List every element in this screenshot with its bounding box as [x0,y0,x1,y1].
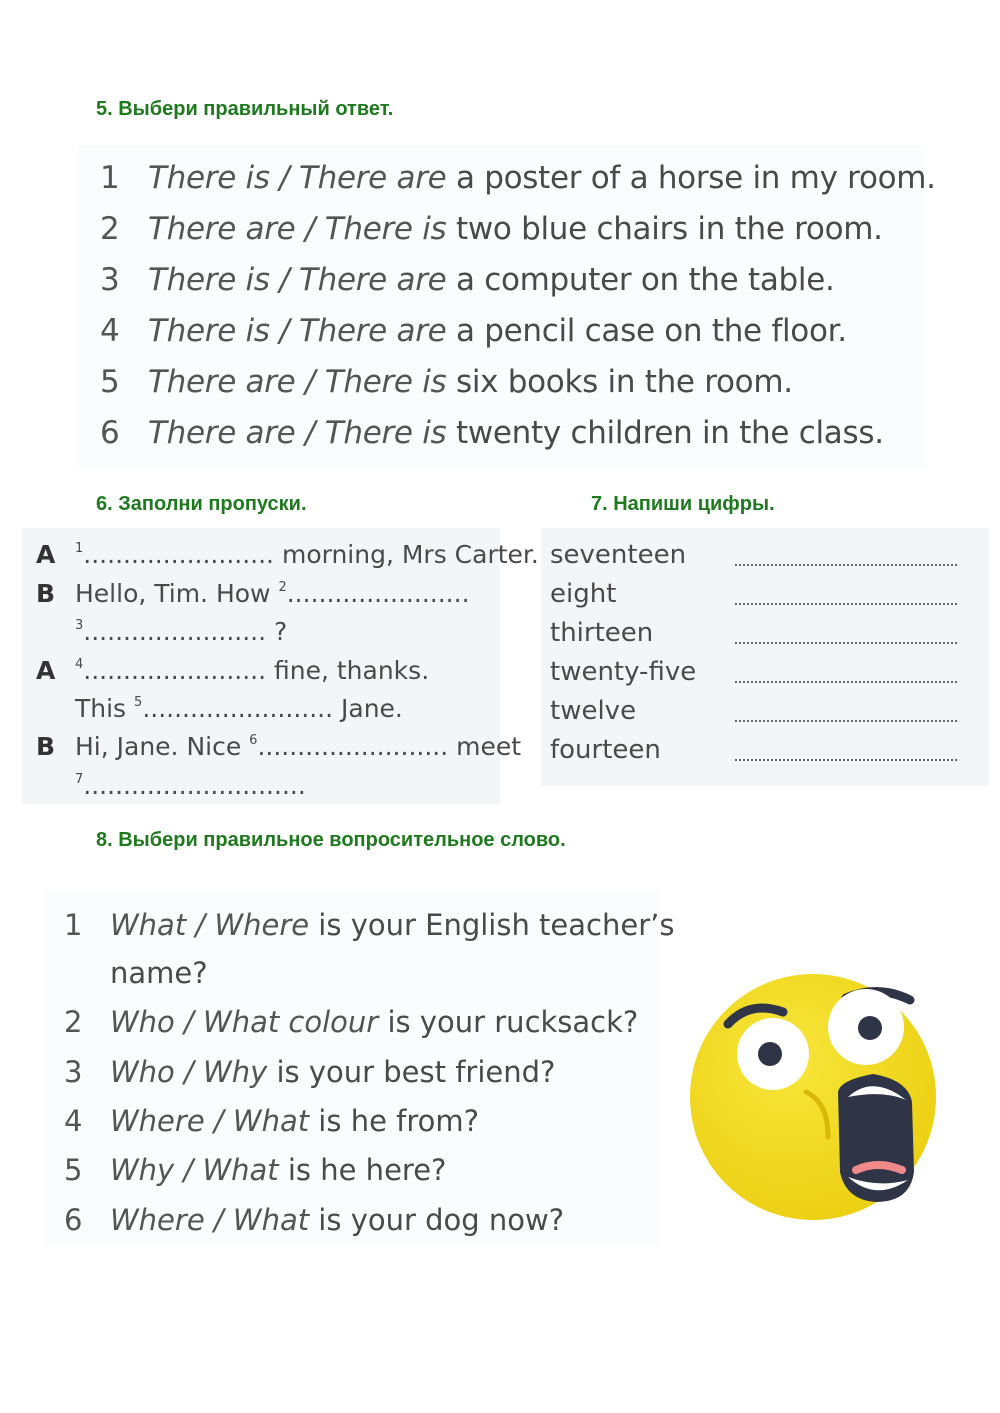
exercise-6-heading: 6. Заполни пропуски. [96,493,307,515]
shocked-face-icon [688,972,938,1222]
sentence-rest: six books in the room. [446,364,793,400]
question-row [64,1055,555,1089]
gap-number: 5 [134,695,143,710]
sentence-row [100,160,936,196]
sentence-rest: is your dog now? [309,1203,565,1237]
line-text: ? [266,617,288,646]
option-a: Where [110,1203,205,1237]
item-number: 5 [64,1153,83,1187]
line-text: morning, Mrs Carter. [274,540,539,569]
option-a: Where [110,1104,205,1138]
speaker-label: A [36,656,56,685]
option-separator: / [269,160,299,196]
item-number: 3 [100,262,120,298]
answer-line [735,564,957,566]
option-separator: / [295,415,325,451]
option-separator: / [186,908,215,942]
option-a: Who [110,1055,175,1089]
sentence-row [100,415,884,451]
line-text: fine, thanks. [266,656,430,685]
option-b: What colour [203,1005,379,1039]
option-separator: / [295,211,325,247]
question-row [64,1203,564,1237]
option-b: What [202,1153,279,1187]
sentence-rest: is your best friend? [267,1055,556,1089]
dialogue-line [75,579,470,608]
sentence-rest: two blue chairs in the room. [446,211,883,247]
question-row [64,956,208,990]
sentence-row [100,211,883,247]
sentence-rest: is your rucksack? [378,1005,639,1039]
item-number: 4 [64,1104,83,1138]
option-separator: / [204,1104,233,1138]
item-number: 5 [100,364,120,400]
blank-gap: ........................ [83,540,275,569]
sentence-row [100,262,835,298]
question-row [64,1005,638,1039]
sentence-rest: a pencil case on the floor. [446,313,847,349]
sentence-row [100,313,847,349]
answer-line [735,642,957,644]
gap-number: 4 [75,657,84,672]
dialogue-line [75,732,521,761]
line-text: Jane. [333,694,403,723]
option-a: Who [110,1005,175,1039]
blank-gap: ....................... [83,617,267,646]
speaker-label: B [36,579,56,608]
number-word: twenty-five [550,657,697,687]
option-b: Where [214,908,310,942]
option-a: There is [148,262,270,298]
option-b: There are [298,262,447,298]
option-b: There are [298,160,447,196]
blank-gap: ........................ [142,694,334,723]
number-word: fourteen [550,735,661,765]
option-b: Why [203,1055,268,1089]
option-separator: / [269,262,299,298]
sentence-row [100,364,793,400]
gap-number: 1 [75,541,84,556]
item-number: 2 [64,1005,83,1039]
question-row [64,1104,479,1138]
item-number: 2 [100,211,120,247]
option-separator: / [174,1005,204,1039]
dialogue-line [75,617,287,646]
option-b: There is [324,211,447,247]
option-b: There are [298,313,447,349]
option-b: There is [324,364,447,400]
option-separator: / [269,313,299,349]
option-b: There is [324,415,447,451]
speaker-label: A [36,540,56,569]
line-text: Hi, Jane. Nice [75,732,250,761]
exercise-8-heading: 8. Выбери правильное вопросительное слово. [96,829,566,851]
sentence-rest: name? [110,956,208,990]
item-number: 1 [100,160,120,196]
sentence-rest: a computer on the table. [446,262,835,298]
item-number: 1 [64,908,83,942]
item-number: 6 [64,1203,83,1237]
sentence-rest: is your English teacher’s [309,908,675,942]
gap-number: 3 [75,618,84,633]
option-b: What [232,1203,310,1237]
option-separator: / [295,364,325,400]
option-separator: / [174,1055,204,1089]
option-a: There are [148,415,296,451]
sentence-rest: is he here? [278,1153,447,1187]
sentence-rest: is he from? [309,1104,480,1138]
number-word: seventeen [550,540,687,570]
dialogue-line [75,694,403,723]
blank-gap: ........................ [257,732,449,761]
option-a: There are [148,364,296,400]
speaker-label: B [36,732,56,761]
option-a: There is [148,313,270,349]
item-number: 3 [64,1055,83,1089]
exercise-5-heading: 5. Выбери правильный ответ. [96,98,394,120]
answer-line [735,720,957,722]
option-a: There is [148,160,270,196]
option-b: What [232,1104,310,1138]
answer-line [735,759,957,761]
number-word: eight [550,579,617,609]
question-row [64,1153,446,1187]
blank-gap: ....................... [286,579,470,608]
sentence-rest: twenty children in the class. [446,415,884,451]
line-text: meet [448,732,522,761]
blank-gap: ............................ [83,771,306,800]
line-text: This [75,694,135,723]
sentence-rest: a poster of a horse in my room. [446,160,936,196]
gap-number: 6 [249,733,258,748]
option-a: There are [148,211,296,247]
option-separator: / [174,1153,203,1187]
blank-gap: ....................... [83,656,267,685]
number-word: twelve [550,696,637,726]
answer-line [735,603,957,605]
number-word: thirteen [550,618,654,648]
dialogue-line [75,540,539,569]
gap-number: 2 [278,580,287,595]
gap-number: 7 [75,772,84,787]
exercise-7-heading: 7. Напиши цифры. [591,493,775,515]
option-a: Why [110,1153,175,1187]
item-number: 4 [100,313,120,349]
dialogue-line [75,656,429,685]
line-text: Hello, Tim. How [75,579,279,608]
item-number: 6 [100,415,120,451]
dialogue-line [75,771,306,800]
option-a: What [110,908,187,942]
answer-line [735,681,957,683]
option-separator: / [204,1203,233,1237]
question-row [64,908,674,942]
